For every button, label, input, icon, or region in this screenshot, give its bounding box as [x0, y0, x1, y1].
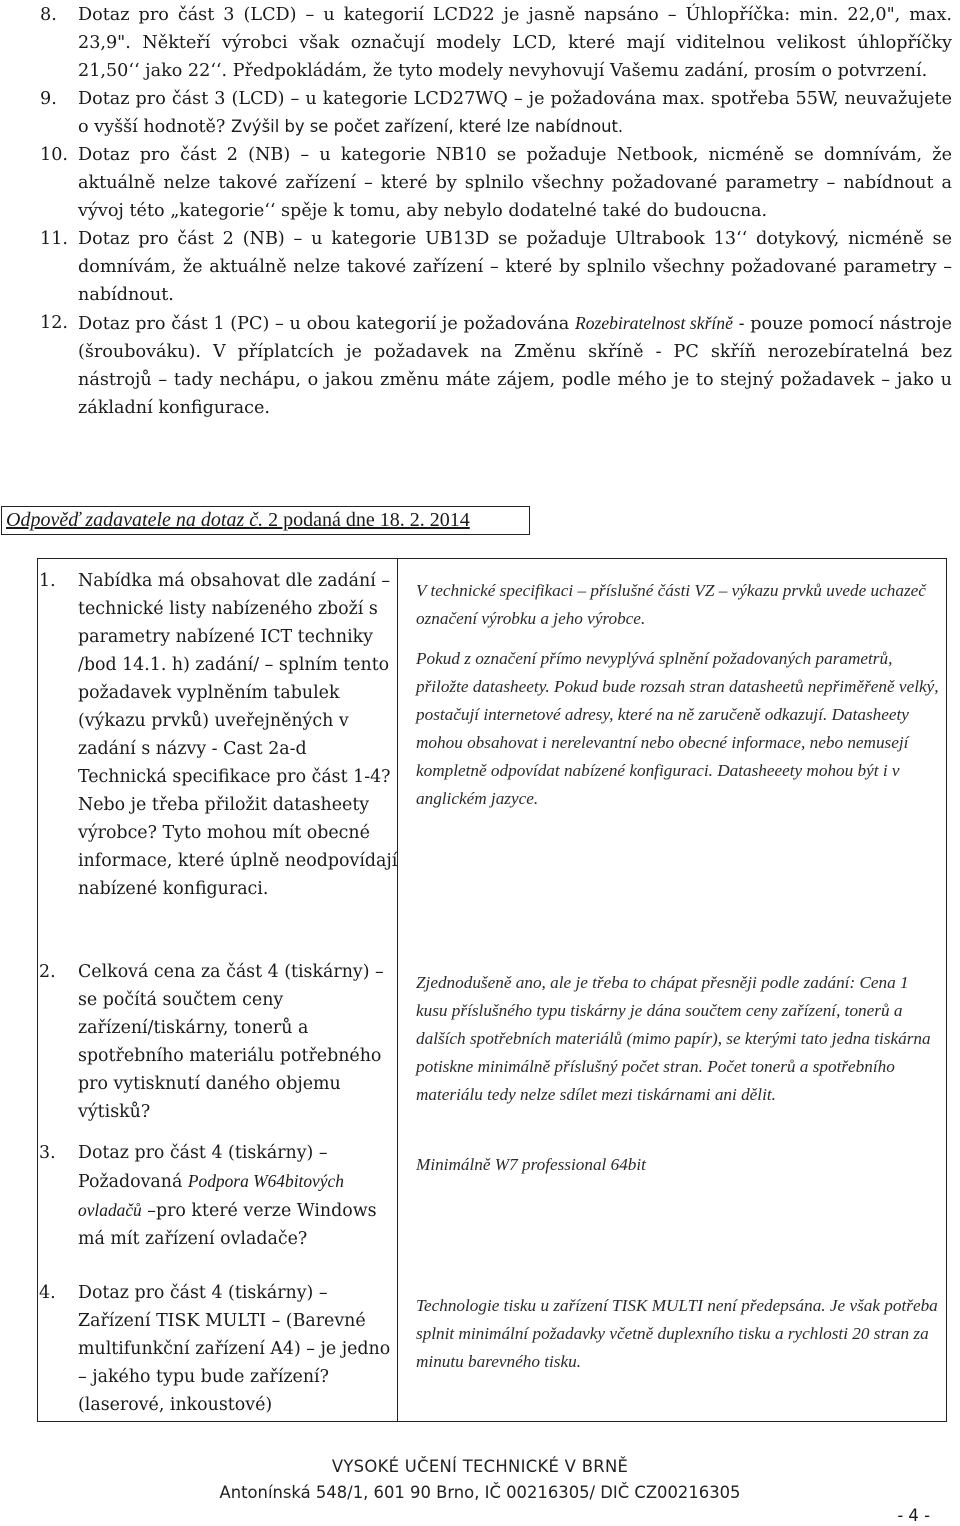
table-row-4-question: [39, 1279, 398, 1419]
question-list: [0, 0, 960, 422]
table-row-1-question: [39, 567, 398, 903]
page-number: - 4 -: [897, 1506, 930, 1525]
question-text: Dotaz pro část 3 (LCD) – u kategorií LCD22 je jasně napsáno – Úhlopříčka: min. 22,0", max. 23,9". Někteří výrobci však označují modely LCD, které mají viditelnou velikost úhlopříčky 21,50‘‘ jako 22‘‘. Předpokládám, že tyto modely nevyhovují Vašemu zadání, prosím o potvrzení.: [78, 5, 952, 81]
row-number: 1.: [39, 571, 56, 591]
row-answer-text: Pokud z označení přímo nevyplývá splnění požadovaných parametrů, přiložte datasheety. Pokud bude rozsah stran datasheetů nepřiměřeně velký, postačují internetové adresy, které na ně zaručeně odkazují. Datasheety mohou obsahovat i nerelevantní nebo obecné informace, nebo nemusejí kompletně odpovídat nabízené konfiguraci. Datasheeety mohou být i v anglickém jazyce.: [416, 649, 939, 808]
question-11: [0, 225, 960, 309]
question-number: 8.: [40, 5, 57, 25]
answer-table: [37, 558, 947, 1422]
question-number: 12.: [40, 313, 68, 333]
question-text: Dotaz pro část 2 (NB) – u kategorie UB13D se požaduje Ultrabook 13‘‘ dotykový, nicméně se domnívám, že aktuálně nelze takové zařízení – které by splnilo všechny požadované parametry – nabídnout.: [78, 229, 952, 305]
table-row-3-question: [39, 1139, 398, 1253]
table-row-2-answer: [416, 969, 944, 1109]
question-9: [0, 85, 960, 141]
row-number: 4.: [39, 1283, 56, 1303]
question-8: [0, 1, 960, 85]
question-text: Dotaz pro část 3 (LCD) – u kategorie LCD27WQ – je požadována max. spotřeba 55W, neuvažujete o vyšší hodnotě?: [78, 89, 952, 137]
table-row-2-question: [39, 958, 398, 1126]
row-question-text: Nabídka má obsahovat dle zadání – technické listy nabízeného zboží s parametry nabízené ICT techniky /bod 14.1. h) zadání/ – splním tento požadavek vyplněním tabulek (výkazu prvků) uveřejněných v zadání s názvy - Cast 2a-d Technická specifikace pro část 1-4? Nebo je třeba přiložit datasheety výrobce? Tyto mohou mít obecné informace, které úplně neodpovídají nabízené konfiguraci.: [78, 571, 398, 899]
row-question-text: –pro které verze Windows má mít zařízení ovladače?: [78, 1201, 377, 1249]
question-number: 11.: [40, 229, 68, 249]
question-text: - pouze pomocí nástroje (šroubováku). V příplatcích je požadavek na Změnu skříně - PC skříň nerozebíratelná bez nástrojů – tady nechápu, o jakou změnu máte zájem, podle mého je to stejný požadavek – jako u základní konfigurace.: [78, 314, 952, 418]
row-answer-text: Technologie tisku u zařízení TISK MULTI není předepsána. Je však potřeba splnit minimální požadavky včetně duplexního tisku a rychlosti 20 stran za minutu barevného tisku.: [416, 1296, 938, 1371]
question-10: [0, 141, 960, 225]
answer-header-date: 2 podaná dne 18. 2. 2014: [268, 509, 470, 531]
table-row-4-answer: [416, 1292, 944, 1376]
row-number: 2.: [39, 962, 56, 982]
question-text-extra: Zvýšil by se počet zařízení, které lze nabídnout.: [230, 117, 624, 136]
question-text: Dotaz pro část 1 (PC) – u obou kategorií je požadována: [78, 314, 570, 334]
row-answer-text: Zjednodušeně ano, ale je třeba to chápat přesněji podle zadání: Cena 1 kusu příslušného typu tiskárny je dána součtem ceny zařízení, tonerů a dalších spotřebních materiálů (mimo papír), se kterými tato jedna tiskárna potiskne minimálně příslušný počet stran. Počet tonerů a spotřebního materiálu tedy nelze sdílet mezi tiskárnami ani dělit.: [416, 973, 931, 1104]
table-row-1-answer: [416, 577, 944, 813]
row-question-text: Celková cena za část 4 (tiskárny) – se počítá součtem ceny zařízení/tiskárny, tonerů a spotřebního materiálu potřebného pro vytisknutí daného objemu výtisků?: [78, 962, 384, 1122]
answer-header-italic: Odpověď zadavatele na dotaz č.: [6, 509, 264, 531]
row-number: 3.: [39, 1143, 56, 1163]
question-text-emphasis: Rozebiratelnost skříně: [574, 313, 733, 333]
question-number: 10.: [40, 145, 68, 165]
question-12: [0, 309, 960, 422]
answer-header: [1, 506, 530, 535]
row-answer-text: Minimálně W7 professional 64bit: [416, 1155, 646, 1174]
row-question-text: Dotaz pro část 4 (tiskárny) – Zařízení TISK MULTI – (Barevné multifunkční zařízení A4) – je jedno – jakého typu bude zařízení? (laserové, inkoustové): [78, 1283, 391, 1415]
table-border-right: [946, 559, 947, 1421]
question-number: 9.: [40, 89, 57, 109]
row-question-emphasis: Podpora W64bitových ovladačů: [78, 1171, 344, 1220]
footer-institution: VYSOKÉ UČENÍ TECHNICKÉ V BRNĚ: [331, 1457, 629, 1476]
footer-address: Antonínská 548/1, 601 90 Brno, IČ 00216305/ DIČ CZ00216305: [219, 1483, 741, 1502]
table-row-3-answer: [416, 1151, 944, 1179]
question-text: Dotaz pro část 2 (NB) – u kategorie NB10 se požaduje Netbook, nicméně se domnívám, že aktuálně nelze takové zařízení – které by splnilo všechny požadované parametry – nabídnout a vývoj této „kategorie‘‘ spěje k tomu, aby nebylo dodatelné také do budoucna.: [78, 145, 952, 221]
row-answer-text: V technické specifikaci – příslušné části VZ – výkazu prvků uvede uchazeč označení výrobku a jeho výrobce.: [416, 581, 926, 628]
table-border-left: [37, 559, 38, 1421]
row-question-text: Dotaz pro část 4 (tiskárny) – Požadovaná: [78, 1143, 328, 1192]
